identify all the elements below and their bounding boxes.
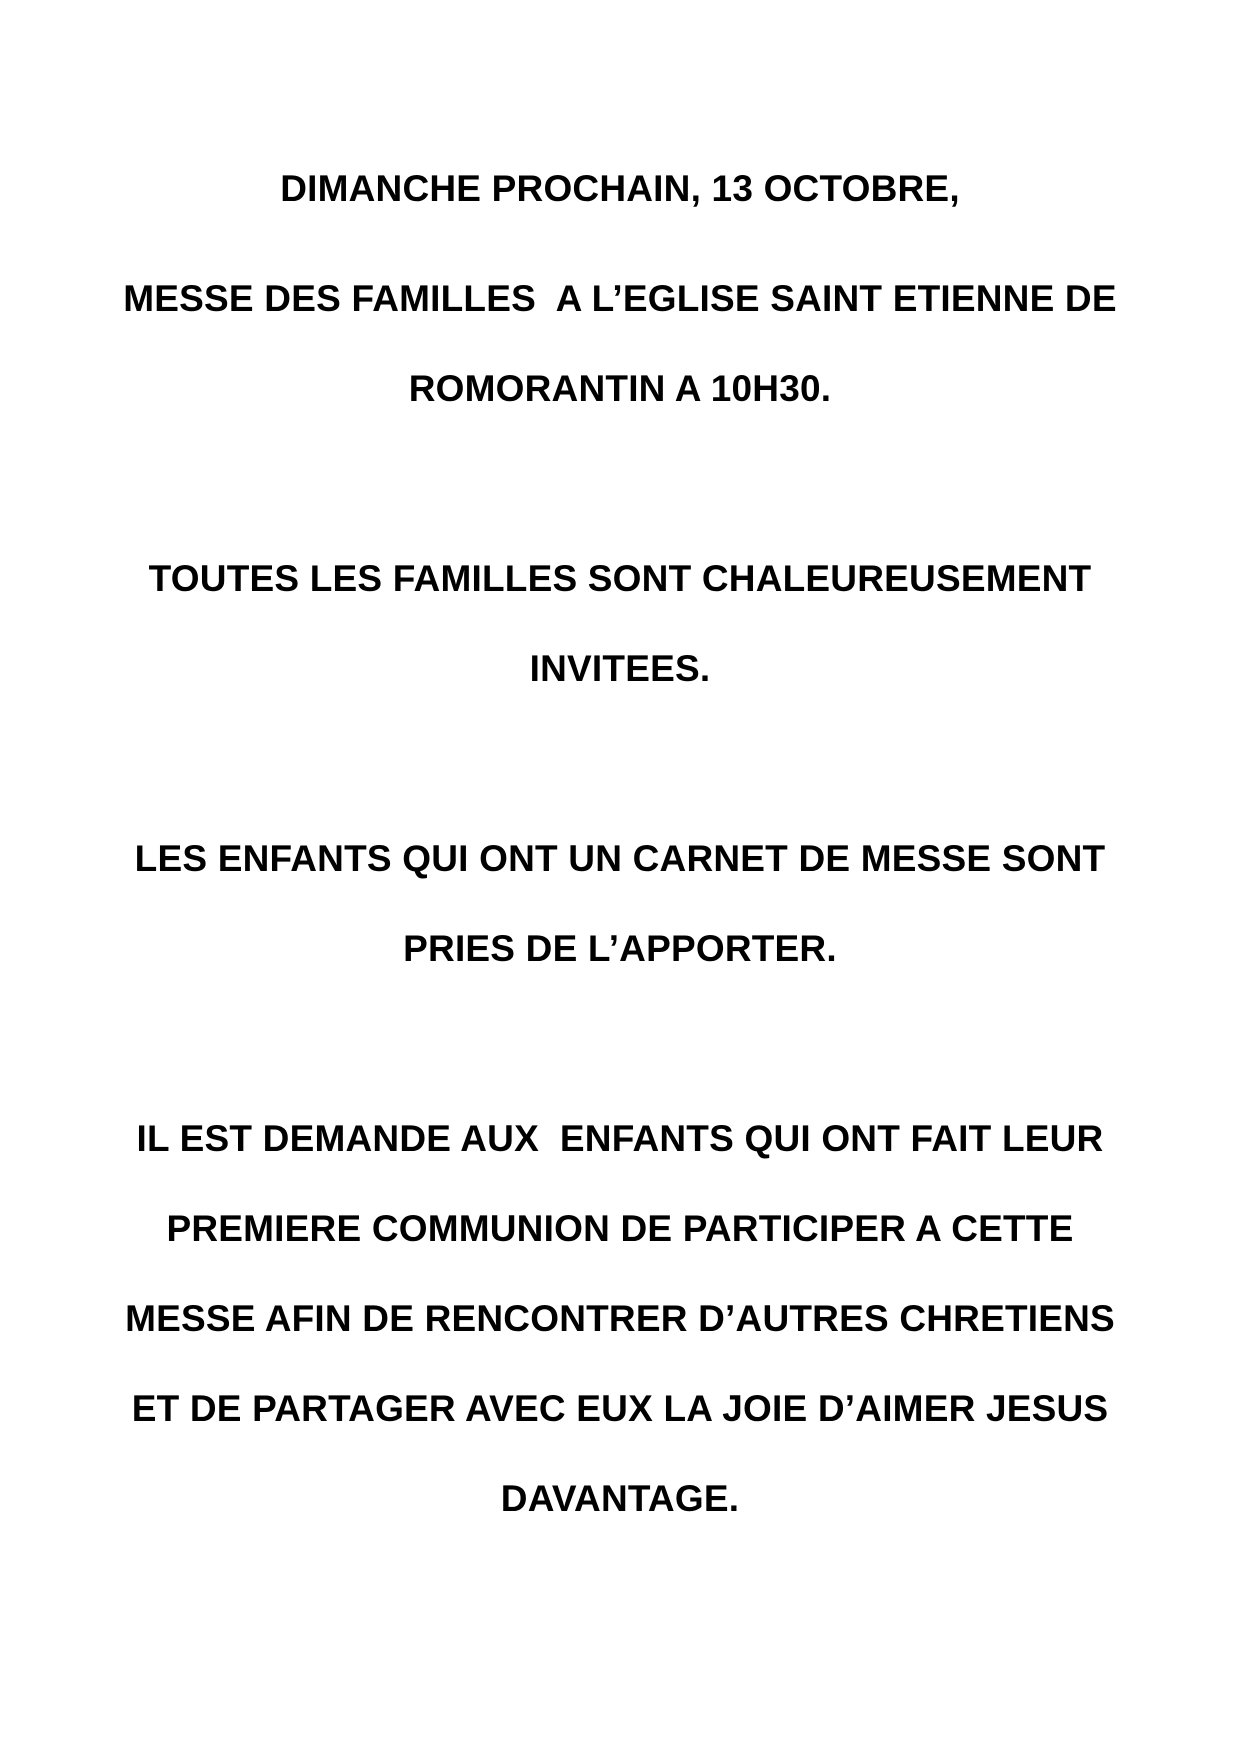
- communion-line-5: DAVANTAGE.: [500, 1478, 740, 1519]
- carnet-line-1: LES ENFANTS QUI ONT UN CARNET DE MESSE SONT: [134, 838, 1106, 879]
- invitation-line-2: INVITEES.: [529, 648, 711, 689]
- communion-line-2: PREMIERE COMMUNION DE PARTICIPER A CETTE: [166, 1208, 1074, 1249]
- invitation-line-1: TOUTES LES FAMILLES SONT CHALEUREUSEMENT: [148, 558, 1092, 599]
- communion-line-4: ET DE PARTAGER AVEC EUX LA JOIE D’AIMER JESUS: [131, 1388, 1109, 1429]
- announcement-date-line: DIMANCHE PROCHAIN, 13 OCTOBRE,: [280, 168, 960, 209]
- mass-location-line-1: MESSE DES FAMILLES A L’EGLISE SAINT ETIENNE DE: [123, 278, 1117, 319]
- communion-line-3: MESSE AFIN DE RENCONTRER D’AUTRES CHRETIENS: [125, 1298, 1115, 1339]
- mass-location-line-2: ROMORANTIN A 10H30.: [408, 368, 832, 409]
- communion-line-1: IL EST DEMANDE AUX ENFANTS QUI ONT FAIT LEUR: [136, 1118, 1104, 1159]
- carnet-line-2: PRIES DE L’APPORTER.: [403, 928, 837, 969]
